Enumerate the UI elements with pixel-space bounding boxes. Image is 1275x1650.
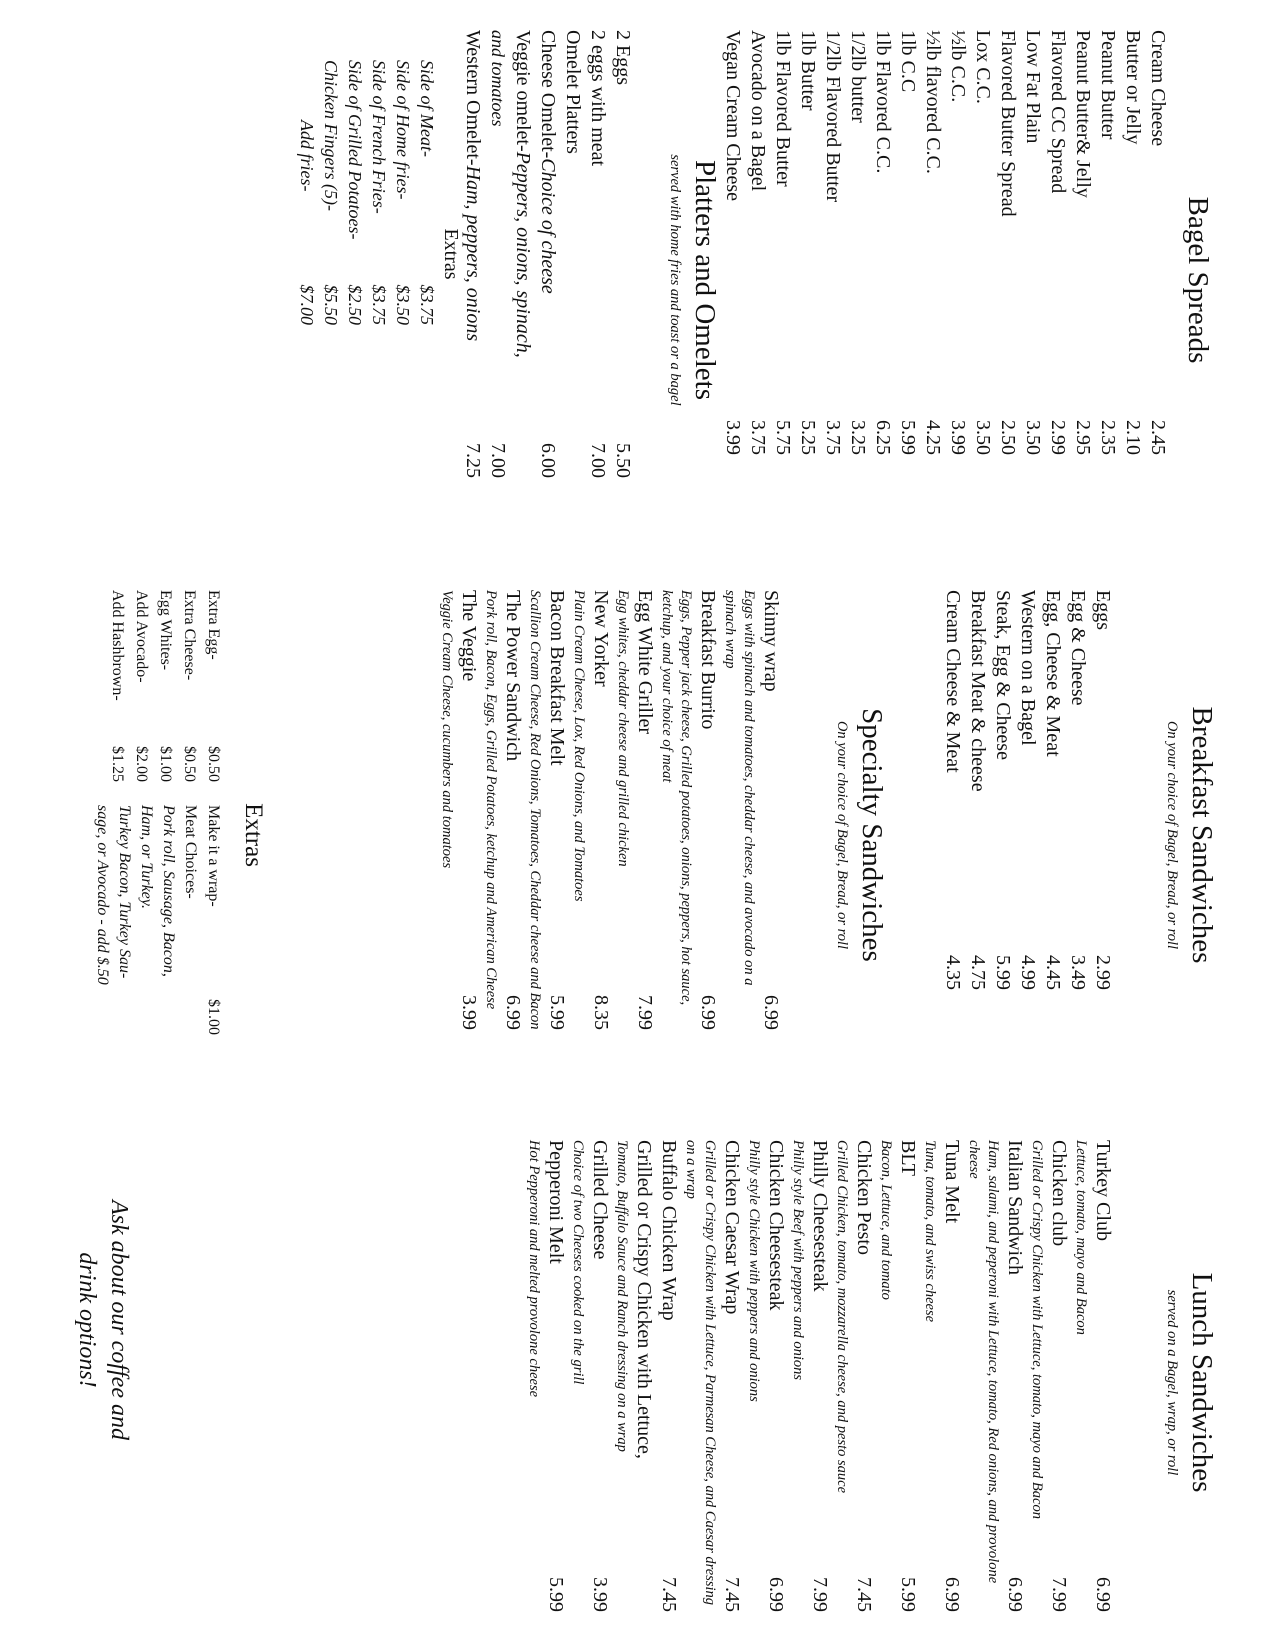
breakfast-title: Breakfast Sandwiches [1186, 706, 1218, 964]
list-item: Side of Meat- $3.75 [417, 60, 437, 325]
list-item: Grilled or Crispy Chicken with Lettuce, [633, 1140, 655, 1459]
list-item: Butter or Jelly 2.10 [1122, 30, 1144, 455]
item-description: Bacon, Lettuce, and tomato [878, 1140, 894, 1300]
coffee-note [71, 1140, 135, 1500]
item-description: Ham, salami, and peperoni with Lettuce, tomato, Red onions, and provolone cheese [966, 1140, 1001, 1584]
meat-choice-line: Ham, or Turkey. [138, 805, 155, 909]
list-item: Egg White Griller 7.99 [634, 590, 656, 1030]
list-item: Steak, Egg & Cheese 5.99 [992, 590, 1014, 990]
list-item: BLT 5.99 [897, 1140, 919, 1612]
list-item: Buffalo Chicken Wrap 7.45 [658, 1140, 680, 1612]
item-description: Eggs with spinach and tomatoes, cheddar cheese, and avocado on a spinach wrap [722, 590, 757, 986]
list-item: 1lb C.C 5.99 [897, 30, 919, 455]
list-item: Avocado on a Bagel 3.75 [747, 30, 769, 455]
item-description: Grilled or Crispy Chicken with Lettuce, Parmesan Cheese, and Caesar dressing on a wrap [683, 1140, 718, 1606]
list-item: Chicken Caesar Wrap 7.45 [721, 1140, 743, 1612]
list-item: Eggs 2.99 [1092, 590, 1114, 990]
list-item: New Yorker 8.35 [590, 590, 612, 1030]
list-item: Lox C.C. 3.50 [972, 30, 994, 455]
list-item: Peanut Butter 2.35 [1097, 30, 1119, 455]
list-item: Tuna Melt 6.99 [941, 1140, 963, 1612]
list-item: Extra Cheese- $0.50 [181, 590, 198, 782]
item-description: Lettuce, tomato, mayo and Bacon [1073, 1140, 1089, 1335]
platters-extras-list [295, 60, 439, 325]
list-item: Pepperoni Melt 5.99 [545, 1140, 567, 1612]
list-item: Grilled Cheese 3.99 [589, 1140, 611, 1612]
list-item: Breakfast Meat & cheese 4.75 [967, 590, 989, 990]
panel-breakfast-specialty [0, 590, 1275, 1080]
meat-choice-line: sage, or Avocado - add $.50 [94, 805, 111, 985]
list-item: Breakfast Burrito 6.99 [697, 590, 719, 1030]
specialty-list [437, 590, 783, 1030]
list-item: Western Omelet-Ham, peppers, onions 7.25 [462, 30, 484, 478]
list-item: Cheese Omelet-Choice of cheese 6.00 [537, 30, 559, 478]
list-item: Egg Whites- $1.00 [157, 590, 174, 782]
panel-lunch [0, 1140, 1275, 1625]
breakfast-list [940, 590, 1115, 990]
specialty-subtitle: On your choice of Bagel, Bread, or roll [834, 720, 851, 950]
meat-choice-line: Pork roll, Sausage, Bacon, [160, 805, 177, 977]
platters-title: Platters and Omelets [689, 159, 721, 400]
list-item: Add Avocado- $2.00 [133, 590, 150, 782]
specialty-extras-list [105, 590, 225, 782]
list-item: Omelet Platters [562, 30, 584, 154]
list-item: Add fries- $7.00 [297, 120, 317, 325]
list-item: Bacon Breakfast Melt 5.99 [546, 590, 568, 1030]
list-item: 2 eggs with meat 7.00 [587, 30, 609, 478]
list-item: Skinny wrap 6.99 [760, 590, 782, 1030]
list-item: 1lb Butter 5.25 [797, 30, 819, 455]
list-item: Peanut Butter& Jelly 2.95 [1072, 30, 1094, 455]
bagel-spreads-title: Bagel Spreads [1182, 196, 1214, 364]
list-item: Side of Grilled Potatoes- $2.50 [345, 60, 365, 325]
list-item: Philly Cheesesteak 7.99 [809, 1140, 831, 1612]
specialty-extras-title: Extras [240, 803, 267, 867]
list-item: Side of French Fries- $3.75 [369, 60, 389, 325]
item-description: Choice of two Cheeses cooked on the grill [570, 1140, 586, 1385]
list-item: and tomatoes 7.00 [487, 30, 509, 478]
platters-list [460, 30, 635, 478]
list-item: Flavored CC Spread 2.99 [1047, 30, 1069, 455]
list-item: Extra Egg- $0.50 [205, 590, 222, 782]
item-description: Eggs, Pepper jack cheese, Grilled potatoes, onions, peppers, hot sauce, ketchup, and your choice of meat [659, 590, 694, 1006]
meat-choice-line: Turkey Bacon, Turkey Sau- [116, 805, 133, 979]
item-description: Hot Pepperoni and melted provolone cheese [526, 1140, 542, 1398]
list-item: Egg & Cheese 3.49 [1067, 590, 1089, 990]
list-item: Side of Home fries- $3.50 [393, 60, 413, 325]
list-item: 2 Eggs 5.50 [612, 30, 634, 478]
list-item: Chicken club 7.99 [1048, 1140, 1070, 1612]
panel-bagel-spreads [0, 30, 1275, 530]
list-item: Chicken Fingers (5)- $5.50 [321, 60, 341, 325]
list-item: The Power Sandwich 6.99 [502, 590, 524, 1030]
list-item: Chicken Cheesesteak 6.99 [765, 1140, 787, 1612]
item-description: Grilled or Crispy Chicken with Lettuce, tomato, mayo and Bacon [1029, 1140, 1045, 1519]
list-item: 1/2lb Flavored Butter 3.75 [822, 30, 844, 455]
list-item: Veggie omelet-Peppers, onions, spinach, [512, 30, 534, 358]
item-description: Grilled Chicken, tomato, mozzarella cheese, and pesto sauce [834, 1140, 850, 1494]
list-item: Cream Cheese & Meat 4.35 [942, 590, 964, 990]
list-item: ½lb flavored C.C. 4.25 [922, 30, 944, 455]
list-item: The Veggie 3.99 [458, 590, 480, 1030]
list-item: Western on a Bagel 4.99 [1017, 590, 1039, 990]
item-description: Scallion Cream Cheese, Red Onions, Tomatoes, Cheddar cheese and Bacon [527, 590, 543, 1030]
platters-extras-title: Extras [440, 228, 462, 280]
lunch-title: Lunch Sandwiches [1186, 1272, 1218, 1493]
list-item: Italian Sandwich 6.99 [1004, 1140, 1026, 1612]
list-item: 1/2lb butter 3.25 [847, 30, 869, 455]
list-item: Turkey Club 6.99 [1092, 1140, 1114, 1612]
item-description: Pork roll, Bacon, Eggs, Grilled Potatoes, ketchup and American Cheese [483, 590, 499, 1010]
item-description: Tomato, Buffalo Sauce and Ranch dressing on a wrap [614, 1140, 630, 1452]
list-item: 1lb Flavored C.C. 6.25 [872, 30, 894, 455]
list-item: Cream Cheese 2.45 [1147, 30, 1169, 455]
list-item: Add Hashbrown- $1.25 [109, 590, 126, 782]
item-description: Philly style Chicken with peppers and onions [746, 1140, 762, 1402]
coffee-note-line: drink options! [74, 1252, 100, 1388]
wrap-option: Make it a wrap- $1.00 [205, 805, 222, 1035]
list-item: Vegan Cream Cheese 3.99 [722, 30, 744, 455]
lunch-subtitle: served on a Bagel, wrap, or roll [1164, 1289, 1181, 1476]
lunch-list [524, 1140, 1115, 1612]
list-item: Chicken Pesto 7.45 [853, 1140, 875, 1612]
breakfast-subtitle: On your choice of Bagel, Bread, or roll [1164, 720, 1181, 950]
bagel-spreads-list [720, 30, 1170, 455]
item-description: Philly style Beef with peppers and onions [790, 1140, 806, 1381]
list-item: 1lb Flavored Butter 5.75 [772, 30, 794, 455]
item-description: Veggie Cream Cheese, cucumbers and tomatoes [439, 590, 455, 869]
specialty-title: Specialty Sandwiches [856, 708, 888, 962]
coffee-note-line: Ask about our coffee and [106, 1200, 132, 1440]
platters-subtitle: served with home fries and toast or a bagel [667, 154, 684, 406]
list-item: Flavored Butter Spread 2.50 [997, 30, 1019, 455]
meat-choices-label: Meat Choices- [182, 805, 199, 899]
meat-choices [91, 805, 225, 1035]
item-description: Egg whites, cheddar cheese and grilled chicken [615, 590, 631, 867]
list-item: Low Fat Plain 3.50 [1022, 30, 1044, 455]
item-description: Tuna, tomato, and swiss cheese [922, 1140, 938, 1323]
item-description: Plain Cream Cheese, Lox, Red Onions, and Tomatoes [571, 590, 587, 902]
list-item: ½lb C.C. 3.99 [947, 30, 969, 455]
list-item: Egg, Cheese & Meat 4.45 [1042, 590, 1064, 990]
